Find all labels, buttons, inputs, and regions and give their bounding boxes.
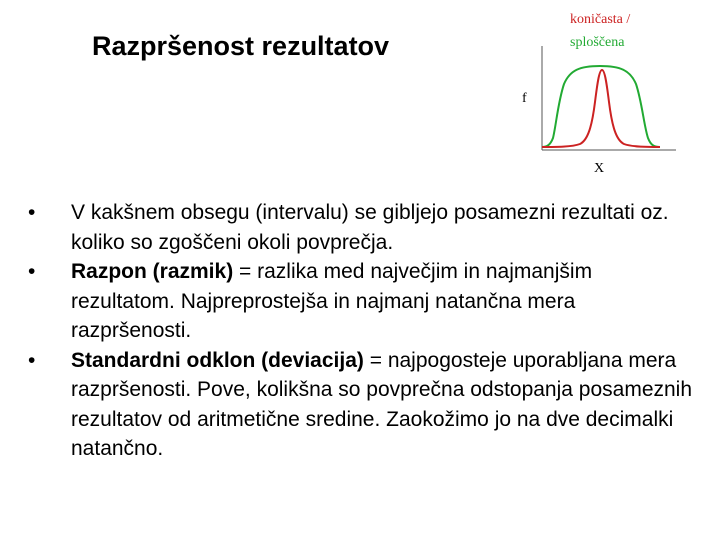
x-axis-label: X <box>594 161 605 176</box>
bullet-bold-text: Standardni odklon (deviacija) <box>71 348 364 372</box>
bullet-item-range-of-results <box>28 198 698 257</box>
flat-distribution-curve <box>542 66 660 147</box>
bullet-text: = razlika med največjim in najmanjšim rezultatom. Najpreprostejša in najmanj natančna mera razpršenosti. <box>71 260 593 342</box>
bullet-text: V kakšnem obsegu (intervalu) se gibljejo posamezni rezultati oz. koliko so zgoščeni okoli povprečja. <box>71 201 669 254</box>
distribution-plot <box>516 6 686 178</box>
legend-green-text: sploščena <box>570 35 625 50</box>
y-axis-label: f <box>522 91 527 106</box>
distribution-figure <box>516 6 686 178</box>
bullet-item-standardni-odklon <box>28 346 698 464</box>
bullet-bold-text: Razpon (razmik) <box>71 260 234 283</box>
bullet-icon: • <box>28 201 36 224</box>
bullet-item-razpon <box>28 257 698 346</box>
bullet-list <box>28 198 698 464</box>
bullet-icon: • <box>28 348 36 372</box>
slide-title: Razpršenost rezultatov <box>92 31 390 61</box>
bullet-text: = najpogosteje uporabljana mera razpršenosti. Pove, kolikšna so povprečna odstopanja posameznih rezultatov od aritmetične sredine. Zaokožimo jo na dve decimalki natančno. <box>71 348 693 460</box>
legend-red-text: koničasta / <box>570 12 631 27</box>
bullet-icon: • <box>28 260 36 283</box>
